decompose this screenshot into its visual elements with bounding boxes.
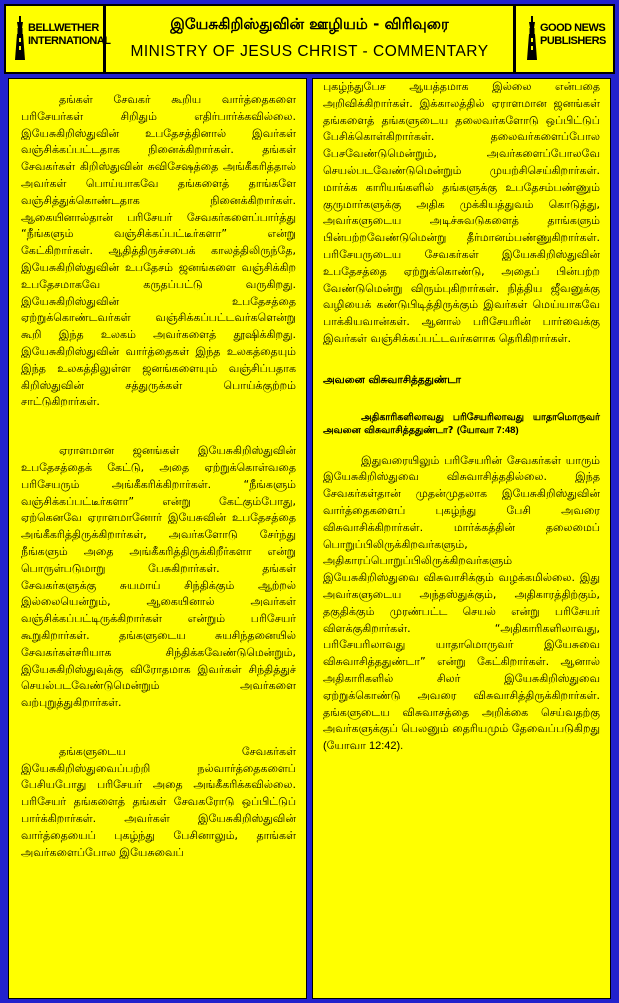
paragraph: தங்கள் சேவகர் கூறிய வார்த்தைகளை பரிசேயர்கள் சிறிதும் எதிர்பார்க்கவில்லை. இயேசுகிறிஸ்துவின் உபதேசத்தினால் இவர்கள் வஞ்சிக்கப்பட்டதாக நினைக்கிறார்கள். தங்கள் சேவகர்கள் கிறிஸ்துவின் சுவிசேஷத்தை அங்கீகரித்தால் அவர்கள் பொய்யாகவே தங்களைத் தாங்களே வஞ்சித்துக்கொண்டதாக நினைக்கிறார்கள். ஆகையினால்தான் பரிசேயர் சேவகர்களைப்பார்த்து “நீங்களும் வஞ்சிக்கப்பட்டீர்களா” என்று கேட்கிறார்கள். ஆதித்திருச்சபைக் காலத்திலிருந்தே, இயேசுகிறிஸ்துவின் உபதேசம் ஜனங்களை வஞ்சிக்கிற உபதேசமாகவே கருதப்பட்டு வருகிறது. இயேசுகிறிஸ்துவின் உபதேசத்தை ஏற்றுக்கொண்டவர்கள் வஞ்சிக்கப்பட்டவர்களென்று கூறி இந்த உலகம் அவர்களைத் தூஷிக்கிறது. இயேசுகிறிஸ்துவின் வார்த்தைகள் இந்த உலகத்தையும் இந்த உலகத்திலுள்ள ஜனங்களையும் வஞ்சிப்பதாக கிறிஸ்துவின் சத்துருக்கள் பொய்க்குற்றம் சாட்டுகிறார்கள்.: [21, 93, 296, 409]
logo-line: INTERNATIONAL: [28, 35, 111, 47]
logo-line: PUBLISHERS: [540, 35, 606, 47]
page-header: [4, 4, 615, 74]
title-tamil: இயேசுகிறிஸ்துவின் ஊழியம் - விரிவுரை: [170, 15, 449, 33]
paragraph: ஏராளமான ஜனங்கள் இயேசுகிறிஸ்துவின் உபதேசத்தைக் கேட்டு, அதை ஏற்றுக்கொள்வதை பரிசேயரும் அங்கீகரிக்கிறார்கள். “நீங்களும் வஞ்சிக்கப்பட்டீர்களா” என்று கேட்கும்போது, ஏற்கெனவே ஏராளமானோர் இயேசுவின் உபதேசத்தை அங்கீகரித்திருக்கிறார்கள், அவர்களோடு சேர்ந்து நீங்களும் அதை அங்கீகரித்திருக்கிறீர்களா என்று பொருள்படுமாறு பேசுகிறார்கள். தங்கள் சேவகர்களுக்கு சுயமாய் சிந்திக்கும் ஆற்றல் இல்லையென்றும், ஆகையினால் அவர்கள் வஞ்சிக்கப்பட்டிருக்கிறார்கள் என்றும் பரிசேயர் கூறுகிறார்கள். தங்களுடைய சுயசிந்தனையில் சேவகர்கள்சரியாக சிந்திக்கவேண்டுமென்றும், இயேசுகிறிஸ்துவுக்கு விரோதமாக இவர்கள் சிந்தித்துச் செயல்படவேண்டுமென்றும் அவர்களை வற்புறுத்துகிறார்கள்.: [21, 444, 296, 710]
paragraph-text: இதுவரையிலும் பரிசேயரின் சேவகர்கள் யாரும் இயேசுகிறிஸ்துவை விசுவாசித்ததில்லை. இந்த சேவகர்கள்தான் முதன்முதலாக இயேசுகிறிஸ்துவின் வார்த்தைகளைப் புகழ்ந்து பேசி அவரை விசுவாசிக்கிறார்கள். மார்க்கத்தின் தலைமைப் பொறுப்பிலிருக்கிறவர்களும், அதிகாரப்பொறுப்பிலிருக்கிறவர்களும் இயேசுகிறிஸ்துவை விசுவாசிக்கும் வழக்கமில்லை. இது அவர்களுடைய அந்தஸ்துக்கும், அதிகாரத்திற்கும், தகுதிக்கும் முரண்பட்ட செயல் என்று பரிசேயர் விளக்குகிறார்கள். “அதிகாரிகளிலாவது, பரிசேயரிலாவது யாதாமொருவர் இயேசுவை விசுவாசித்ததுண்டா” என்று கேட்கிறார்கள். ஆனால் அதிகாரிகளில் சிலர் இயேசுகிறிஸ்துவை ஏற்றுக்கொண்டு அவரை விசுவாசித்திருக்கிறார்கள். தங்களுடைய விசுவாசத்தை அறிக்கை செய்வதற்கு அவர்களுக்குப் பெலனும் தைரியமும் தேவைப்படுகிறது: [323, 453, 600, 736]
page-title: [106, 6, 513, 72]
bellwether-logo: [6, 6, 111, 72]
section-heading: அவனை விசுவாசித்ததுண்டா: [323, 373, 462, 386]
logo-line: GOOD NEWS: [540, 22, 606, 34]
right-column: [312, 78, 611, 999]
quote-text: அதிகாரிகளிலாவது பரிசேயரிலாவது யாதாமொருவர் அவனை விசுவாசித்ததுண்டா?: [323, 411, 600, 436]
scripture-quote: [323, 411, 600, 437]
title-english: MINISTRY OF JESUS CHRIST - COMMENTARY: [130, 43, 489, 60]
quote-reference: (யோவா 7:48): [456, 424, 519, 436]
tower-icon: [14, 16, 26, 60]
paragraph: தங்களுடைய சேவகர்கள் இயேசுகிறிஸ்துவைப்பற்றி நல்வார்த்தைகளைப் பேசியபோது பரிசேயர் அதை அங்கீகரிக்கவில்லை. பரிசேயர் தங்களைத் தங்கள் சேவகரோடு ஒப்பிட்டுப் பார்க்கிறார்கள். அவர்கள் இயேசுகிறிஸ்துவின் வார்த்தையைப் புகழ்ந்து பேசினாலும், தாங்கள் அவர்களைப்போல இயேசுவைப்: [21, 744, 296, 859]
tower-icon: [526, 16, 538, 60]
left-column: [8, 78, 307, 999]
logo-line: BELLWETHER: [28, 22, 99, 34]
bellwether-logo-text: [28, 22, 111, 48]
good-news-logo-text: [540, 22, 606, 48]
paragraph: புகழ்ந்துபேச ஆயத்தமாக இல்லை என்பதை அறிவிக்கிறார்கள். இக்காலத்தில் ஏராளமான ஜனங்கள் தங்களைத் தங்களுடைய தலைவர்களோடு ஒப்பிட்டுப் பேசிக்கொள்கிறார்கள். தலைவர்களைப்போல பேசவேண்டுமென்றும், அவர்களைப்போலவே செயல்படவேண்டுமென்றும் முயற்சிசெய்கிறார்கள். மார்க்க காரியங்களில் தங்களுக்கு உபதேசம்பண்ணும் குருமார்களுக்கு அதிக முக்கியத்துவம் கொடுத்து, அவர்களுடைய அடிச்சுவடுகளைத் தாங்களும் பின்பற்றவேண்டுமென்று தீர்மானம்பண்ணுகிறார்கள். பரிசேயருடைய சேவகர்கள் இயேசுகிறிஸ்துவின் உபதேசத்தை ஏற்றுக்கொண்டு, அதைப் பின்பற்ற வேண்டுமென்று விரும்புகிறார்கள். நித்திய ஜீவனுக்கு வழியைக் கண்டுபிடித்திருக்கும் இவர்கள் மெய்யாகவே பாக்கியவான்கள். ஆனால் பரிசேயரின் பார்வைக்கு இவர்கள் வஞ்சிக்கப்பட்டவர்களாக தெரிகிறார்கள்.: [323, 80, 600, 345]
paragraph: [323, 453, 600, 755]
good-news-logo: [513, 6, 613, 72]
scripture-reference: (யோவா 12:42).: [323, 740, 404, 753]
